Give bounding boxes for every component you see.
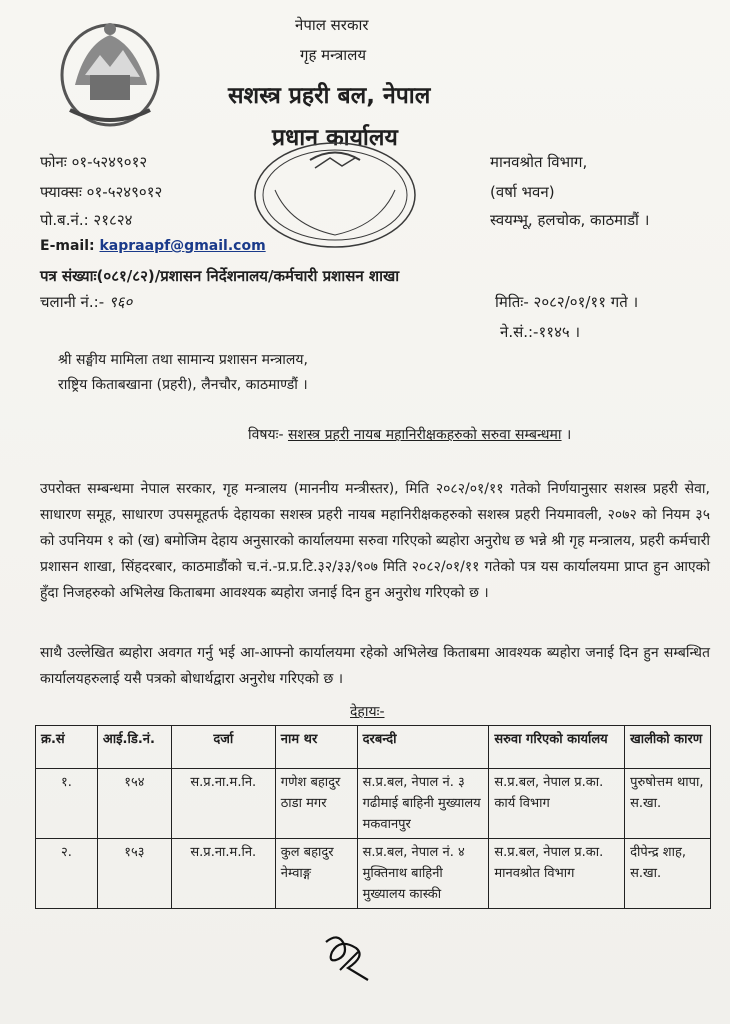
header-id: आई.डि.नं. [97,726,171,769]
cell-post: स.प्र.बल, नेपाल नं. ४ मुक्तिनाथ बाहिनी मुख्यालय कास्की [357,839,489,909]
addressee-line-1: श्री सङ्घीय मामिला तथा सामान्य प्रशासन मन्त्रालय, [58,352,308,368]
fax-number: फ्याक्सः ०१-५२४९०१२ [40,183,163,201]
cell-serial: २. [36,839,98,909]
header-rank: दर्जा [171,726,275,769]
cell-id: १५३ [97,839,171,909]
cell-serial: १. [36,769,98,839]
cell-rank: स.प्र.ना.म.नि. [171,769,275,839]
cell-post: स.प्र.बल, नेपाल नं. ३ गढीमाई बाहिनी मुख्यालय मकवानपुर [357,769,489,839]
table-row [36,839,711,909]
department-building: (वर्षा भवन) [490,183,555,201]
cell-transfer-office: स.प्र.बल, नेपाल प्र.का. मानवश्रोत विभाग [489,839,625,909]
email-line [40,238,266,254]
signature-mark [318,930,378,985]
po-box: पो.ब.नं.: २१८२४ [40,211,133,229]
letter-date [495,292,638,312]
cell-id: १५४ [97,769,171,839]
body-paragraph-2: साथै उल्लेखित ब्यहोरा अवगत गर्नु भई आ-आफ्नो कार्यालयमा रहेको अभिलेख किताबमा आवश्यक ब्यहोरा जनाई दिन हुन सम्बन्धित कार्यालयहरुलाई यसै पत्रको बोधार्थद्वारा अनुरोध गरिएको छ । [40,645,710,687]
ministry-title: गृह मन्त्रालय [300,46,367,64]
government-title: नेपाल सरकार [295,16,369,34]
subject-label: विषयः- [248,427,284,443]
email-label: E-mail: [40,238,95,254]
challan-number [40,292,132,312]
subject-text: सशस्त्र प्रहरी नायब महानिरीक्षकहरुको सरुवा सम्बन्धमा [287,427,562,443]
phone-number: फोनः ०१-५२४९०१२ [40,153,148,171]
cell-rank: स.प्र.ना.म.नि. [171,839,275,909]
header-vacancy-reason: खालीको कारण [625,726,711,769]
table-row [36,769,711,839]
body-paragraph-1: उपरोक्त सम्बन्धमा नेपाल सरकार, गृह मन्त्रालय (माननीय मन्त्रीस्तर), मिति २०८२/०१/११ गतेको निर्णयानुसार सशस्त्र प्रहरी सेवा, साधारण समूह, साधारण उपसमूहतर्फ देहायका सशस्त्र प्रहरी नायब महानिरीक्षकहरुको सशस्त्र प्रहरी नियमावली, २०७२ को नियम ३५ को उपनियम १ को (ख) बमोजिम देहाय अनुसारको कार्यालयमा सरुवा गरिएको ब्यहोरा अनुरोध छ भन्ने श्री गृह मन्त्रालय, प्रहरी कर्मचारी प्रशासन शाखा, सिंहदरबार, काठमाडौंको च.नं.-प्र.प्र.टि.३२/३३/९०७ मिति २०८२/०१/११ गतेको पत्र यस कार्यालयमा प्राप्त हुन आएको हुँदा निजहरुको अभिलेख किताबमा आवश्यक ब्यहोरा जनाई दिन हुन अनुरोध गरिएको छ । [40,481,710,601]
department-address: स्वयम्भू, हलचोक, काठमाडौं । [490,211,650,229]
cell-name: कुल बहादुर नेम्वाङ्ग [275,839,357,909]
details-heading: देहायः- [350,704,385,720]
subject-line [248,425,571,444]
subject-end: । [561,427,572,443]
office-title: प्रधान कार्यालय [272,125,398,151]
date-value: २०८२/०१/११ गते । [533,293,639,311]
email-link[interactable]: kapraapf@gmail.com [99,238,266,254]
letter-reference-number: पत्र संख्याः(०८१/८२)/प्रशासन निर्देशनालय/कर्मचारी प्रशासन शाखा [40,267,400,285]
date-label: मितिः- [495,293,529,311]
cell-transfer-office: स.प्र.बल, नेपाल प्र.का. कार्य विभाग [489,769,625,839]
challan-value: ९६० [108,293,133,311]
nepal-emblem-logo [55,15,165,130]
cell-name: गणेश बहादुर ठाडा मगर [275,769,357,839]
nepal-sambat-number: ने.सं.:-११४५ । [500,323,581,341]
cell-vacancy-reason: दीपेन्द्र शाह, स.खा. [625,839,711,909]
challan-label: चलानी नं.:- [40,293,105,311]
cell-vacancy-reason: पुरुषोत्तम थापा, स.खा. [625,769,711,839]
header-serial: क्र.सं [36,726,98,769]
transfer-table [35,725,711,909]
organization-title: सशस्त्र प्रहरी बल, नेपाल [228,83,431,109]
table-header-row [36,726,711,769]
header-transfer-office: सरुवा गरिएको कार्यालय [489,726,625,769]
header-name: नाम थर [275,726,357,769]
department-name: मानवश्रोत विभाग, [490,153,588,171]
addressee-line-2: राष्ट्रिय किताबखाना (प्रहरी), लैनचौर, काठमाण्डौं । [58,377,308,393]
header-post: दरबन्दी [357,726,489,769]
office-seal-stamp [250,140,420,250]
